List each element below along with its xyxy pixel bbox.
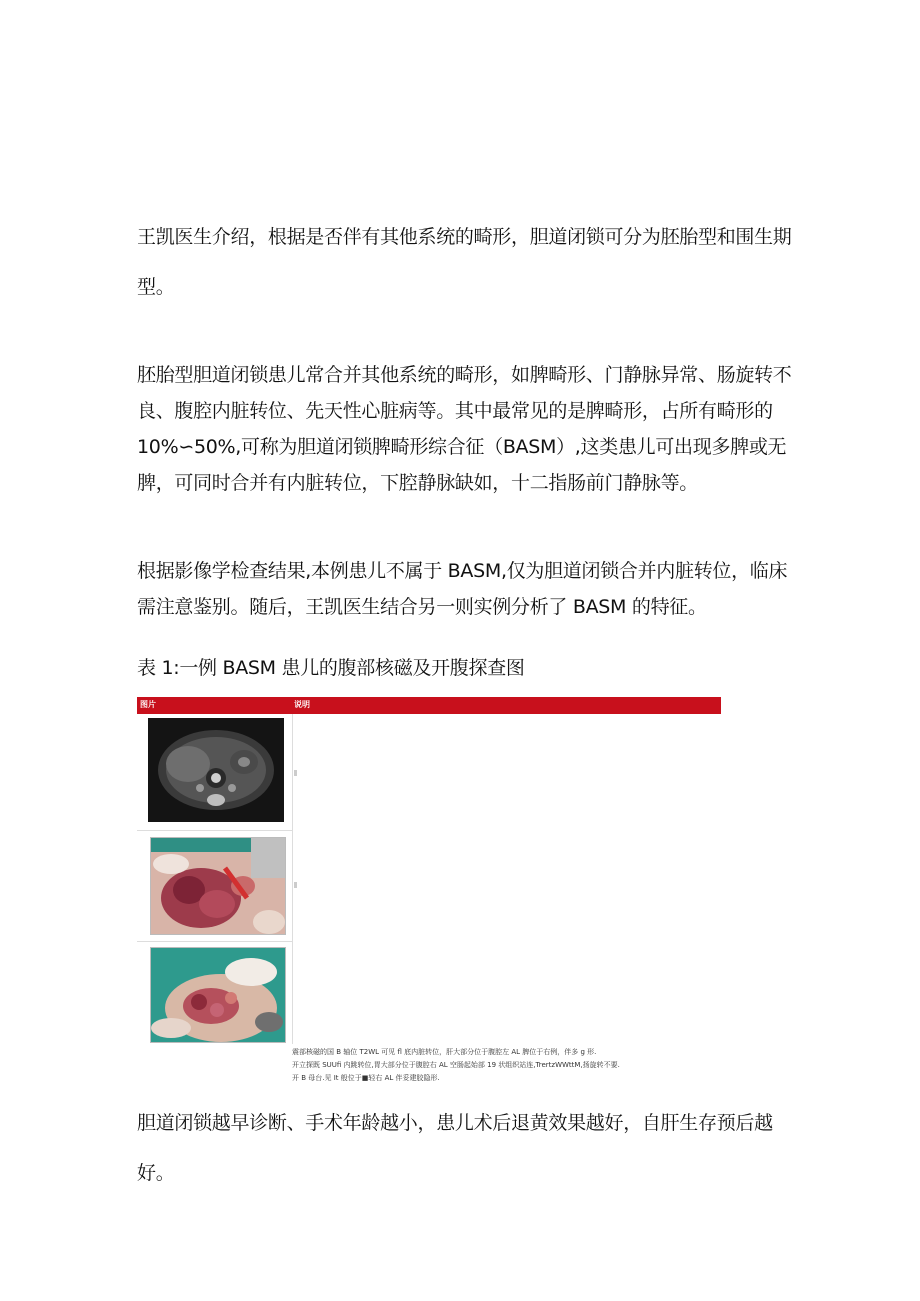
table-note-3: 开 B 母台.见 It 般位于■轻右 AL 伴妥建胶隐形. — [292, 1074, 440, 1082]
surgical-photo-1 — [150, 837, 286, 935]
paragraph-1: 王凯医生介绍，根据是否伴有其他系统的畸形，胆道闭锁可分为胚胎型和围生期型。 — [137, 226, 792, 298]
surgical-photo-2 — [150, 947, 286, 1043]
paragraph-3: 根据影像学检查结果,本例患儿不属于 BASM,仅为胆道闭锁合并内脏转位，临床需注意鉴别。随后，王凯医生结合另一则实例分析了 BASM 的特征。 — [137, 560, 788, 618]
table-marker — [294, 770, 297, 776]
table-notes — [292, 1046, 712, 1085]
table-row-divider — [137, 941, 292, 942]
table-note-1: 震部核磁的国 B 轴位 T2WL 可见 fl 底内脏转位，肝大部分位于腹腔左 AL 脾位于右例，伴多 g 形. — [292, 1048, 597, 1056]
table-header-description: 说明 — [294, 700, 310, 709]
table-note-2: 开立探既 SUUfi 内跳转位,胃大部分位于腹腔右 AL 空肠起始部 19 状组织站连,TrertzWWttM,扬旋转不要. — [292, 1061, 620, 1069]
table-header-images: 图片 — [140, 700, 156, 709]
table-header — [137, 697, 721, 714]
paragraph-2: 胚胎型胆道闭锁患儿常合并其他系统的畸形，如脾畸形、门静脉异常、肠旋转不良、腹腔内脏转位、先天性心脏病等。其中最常见的是脾畸形，占所有畸形的 10%∽50%,可称为胆道闭锁脾畸形综合征（BASM）,这类患儿可出现多脾或无脾，可同时合并有内脏转位，下腔静脉缺如，十二指肠前门静脉等。 — [137, 364, 792, 494]
table-caption: 表 1:一例 BASM 患儿的腹部核磁及开腹探查图 — [137, 657, 525, 679]
mri-axial-image — [148, 718, 284, 822]
table-marker — [294, 882, 297, 888]
paragraph-4: 胆道闭锁越早诊断、手术年龄越小，患儿术后退黄效果越好，自肝生存预后越好。 — [137, 1112, 773, 1184]
table-row-divider — [137, 830, 292, 831]
